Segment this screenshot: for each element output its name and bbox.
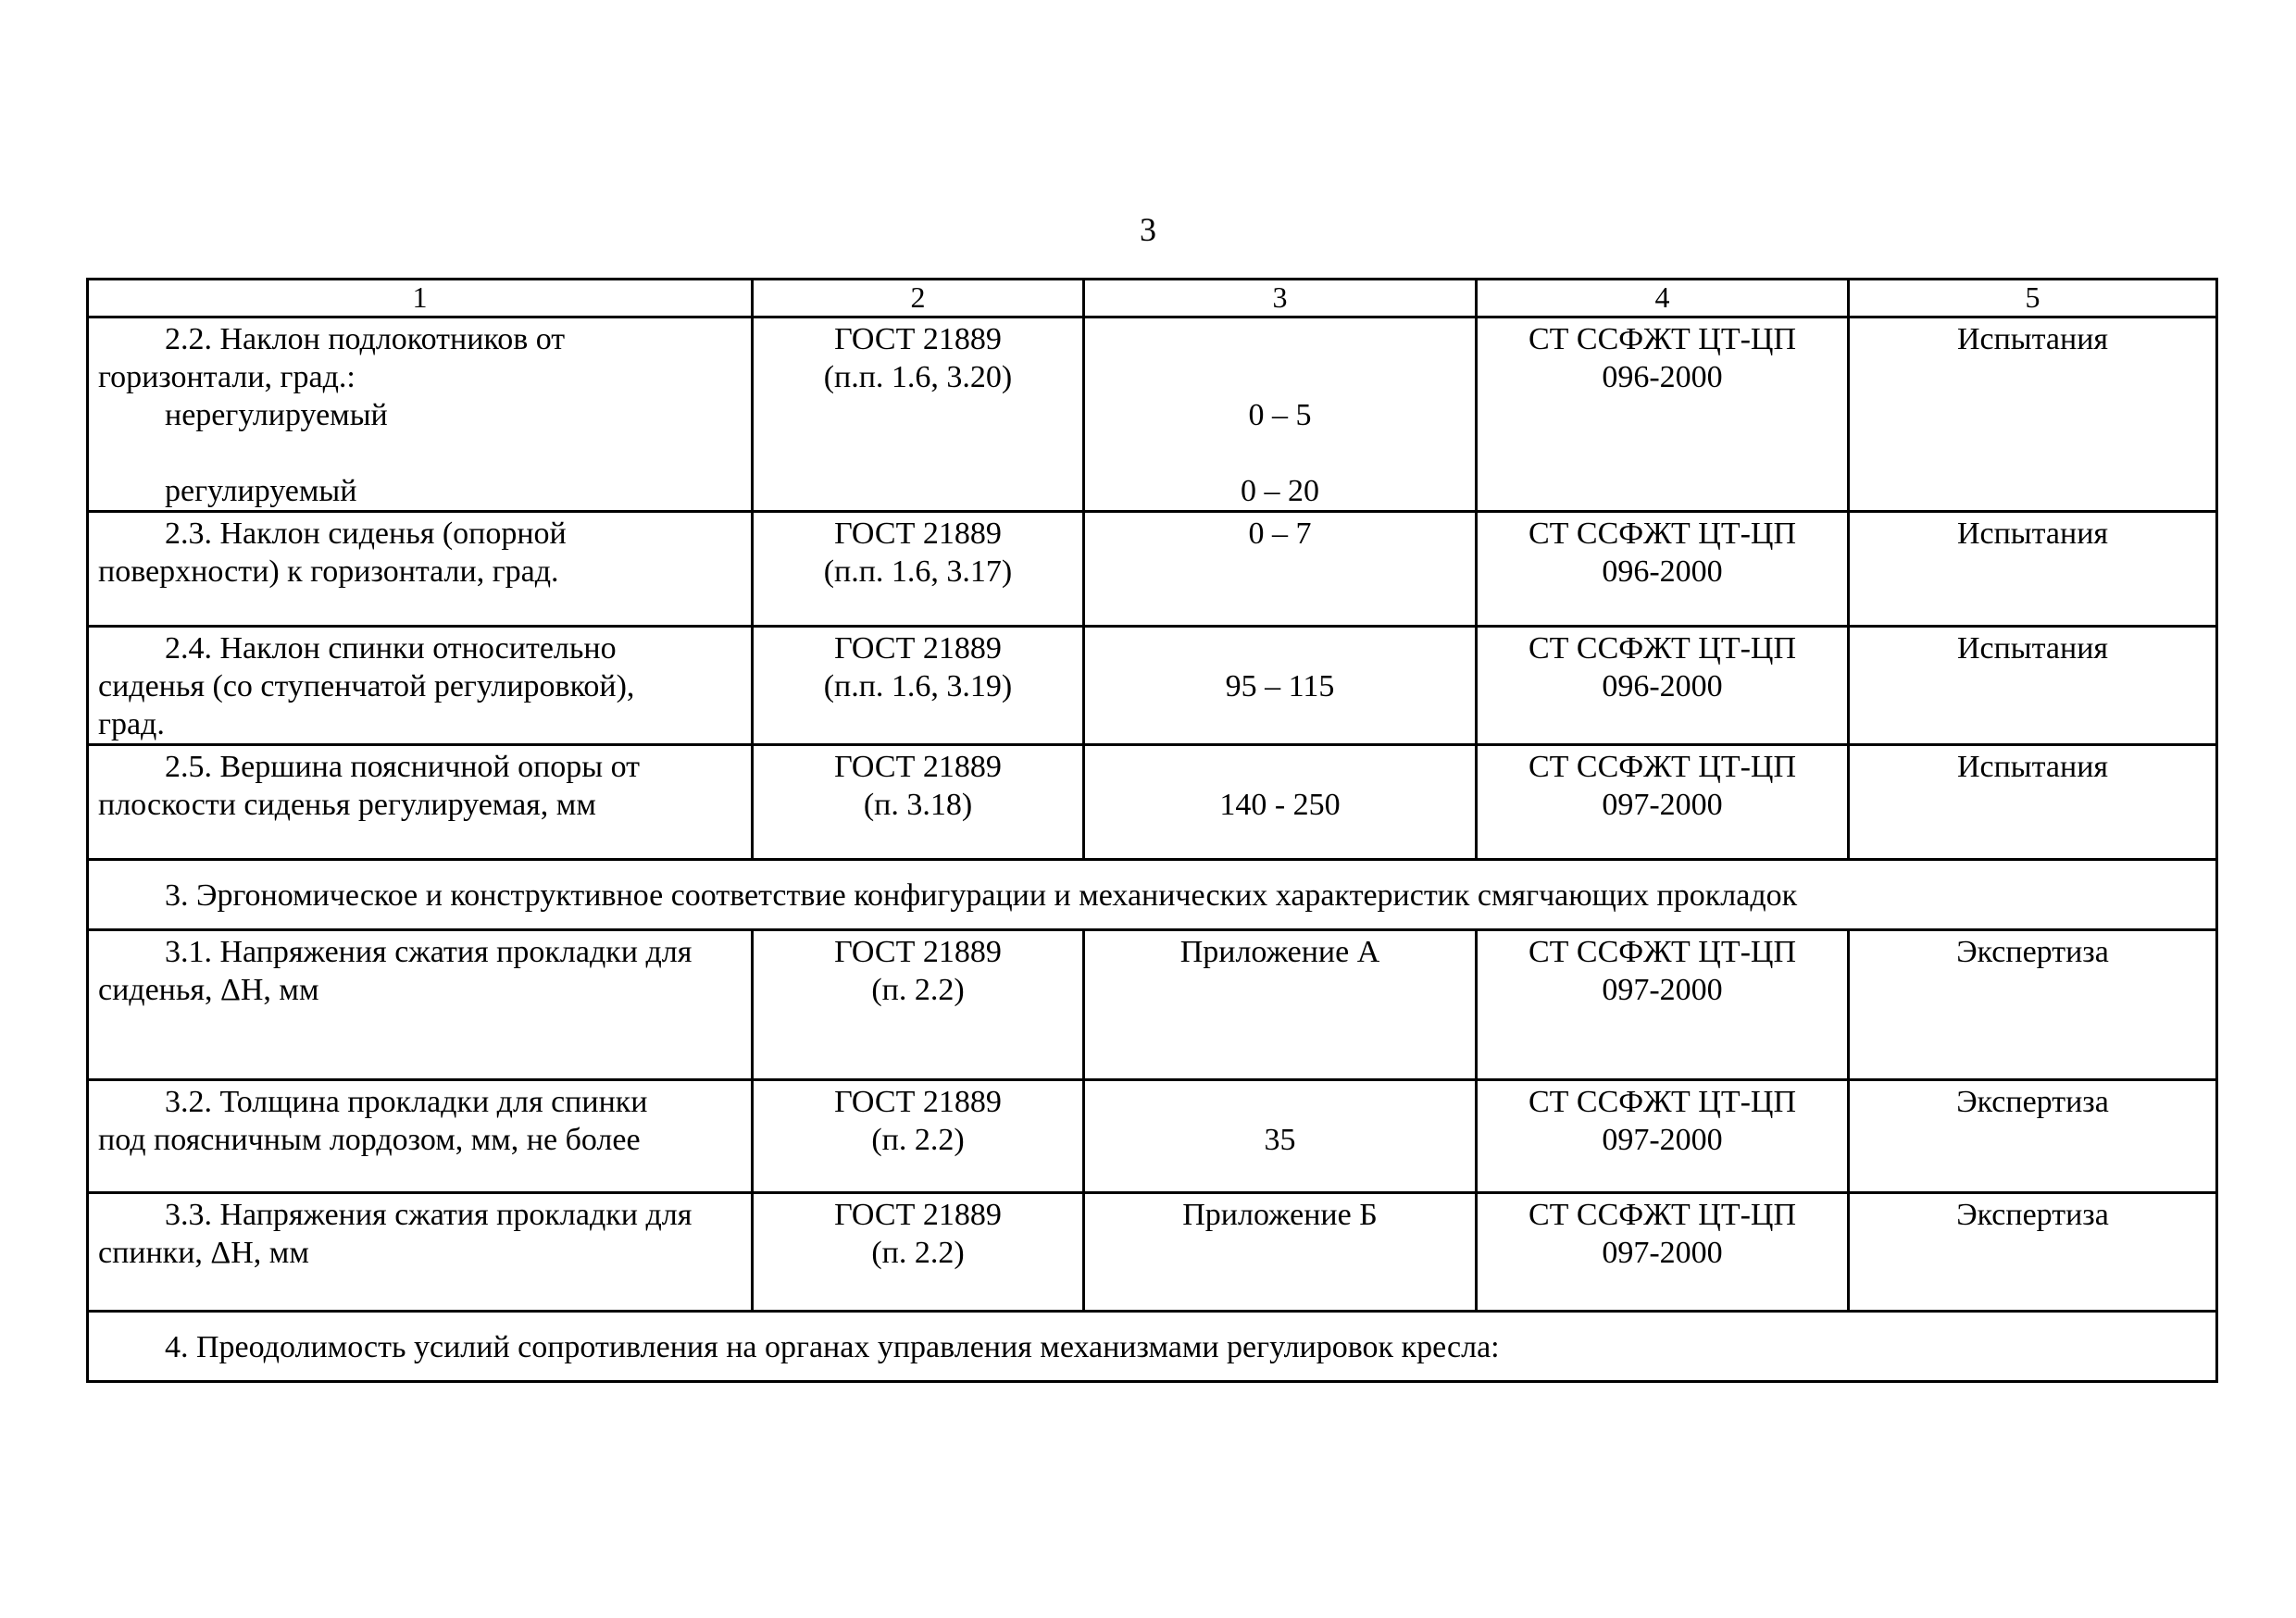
value-cell [1084, 1193, 1477, 1312]
parameter-text: поверхности) к горизонтали, град. [98, 554, 559, 589]
standard-clause: (п.п. 1.6, 3.17) [823, 554, 1013, 589]
standard-name: ГОСТ 21889 [834, 631, 1002, 666]
verification-cell: Экспертиза [1849, 1193, 2217, 1312]
verification-cell: Испытания [1849, 512, 2217, 627]
column-header: 3 [1084, 280, 1477, 317]
table-row [88, 1080, 2217, 1193]
section-title: 3. Эргономическое и конструктивное соответствие конфигурации и механических характеристик смягчающих прокладок [165, 878, 1798, 913]
method-doc-number: 096-2000 [1602, 669, 1723, 703]
value-cell [1084, 1080, 1477, 1193]
standard-name: ГОСТ 21889 [834, 750, 1002, 784]
section-title: 4. Преодолимость усилий сопротивления на органах управления механизмами регулировок кресла: [165, 1330, 1500, 1364]
table-row [88, 745, 2217, 860]
method-doc-name: СТ ССФЖТ ЦТ-ЦП [1528, 1085, 1797, 1119]
standard-name: ГОСТ 21889 [834, 1198, 1002, 1232]
method-doc-cell [1477, 1193, 1849, 1312]
method-doc-name: СТ ССФЖТ ЦТ-ЦП [1528, 935, 1797, 969]
standard-clause: (п. 2.2) [871, 1123, 965, 1157]
verification-cell: Экспертиза [1849, 1080, 2217, 1193]
standard-clause: (п.п. 1.6, 3.19) [823, 669, 1013, 703]
parameter-cell [88, 1080, 753, 1193]
value-cell [1084, 317, 1477, 512]
standard-cell [753, 317, 1084, 512]
value-cell [1084, 745, 1477, 860]
value-cell [1084, 930, 1477, 1080]
verification-cell: Испытания [1849, 317, 2217, 512]
standard-cell [753, 1080, 1084, 1193]
method-doc-cell [1477, 317, 1849, 512]
table-row [88, 930, 2217, 1080]
value-text: 0 – 5 [1248, 398, 1312, 432]
method-doc-number: 097-2000 [1602, 1236, 1723, 1270]
value-cell [1084, 512, 1477, 627]
column-header: 2 [753, 280, 1084, 317]
standard-clause: (п.п. 1.6, 3.20) [823, 360, 1013, 394]
parameter-cell [88, 627, 753, 745]
standard-clause: (п. 2.2) [871, 973, 965, 1007]
parameter-subitem: регулируемый [165, 474, 357, 508]
parameter-text: спинки, ΔН, мм [98, 1236, 309, 1270]
method-doc-cell [1477, 1080, 1849, 1193]
table-row [88, 317, 2217, 512]
method-doc-cell [1477, 745, 1849, 860]
standard-cell [753, 627, 1084, 745]
parameter-title: 3.3. Напряжения сжатия прокладки для [165, 1198, 693, 1232]
standard-clause: (п. 3.18) [863, 788, 973, 822]
parameter-cell [88, 317, 753, 512]
standard-name: ГОСТ 21889 [834, 935, 1002, 969]
method-doc-number: 097-2000 [1602, 1123, 1723, 1157]
value-text: 35 [1264, 1123, 1296, 1157]
method-doc-name: СТ ССФЖТ ЦТ-ЦП [1528, 517, 1797, 551]
column-header: 5 [1849, 280, 2217, 317]
parameter-title: 3.1. Напряжения сжатия прокладки для [165, 935, 693, 969]
value-text: 95 – 115 [1225, 669, 1335, 703]
table-row [88, 1193, 2217, 1312]
parameter-title: 2.3. Наклон сиденья (опорной [165, 517, 567, 551]
requirements-table [86, 278, 2218, 1383]
verification-cell: Испытания [1849, 627, 2217, 745]
parameter-cell [88, 1193, 753, 1312]
value-text: Приложение Б [1182, 1198, 1378, 1232]
standard-name: ГОСТ 21889 [834, 322, 1002, 356]
parameter-text: горизонтали, град.: [98, 360, 356, 394]
page-number: 3 [1140, 211, 1156, 248]
standard-cell [753, 512, 1084, 627]
value-text: 140 - 250 [1219, 788, 1341, 822]
verification-cell: Экспертиза [1849, 930, 2217, 1080]
standard-cell [753, 745, 1084, 860]
method-doc-name: СТ ССФЖТ ЦТ-ЦП [1528, 322, 1797, 356]
section-row [88, 1312, 2217, 1382]
table-row [88, 512, 2217, 627]
column-header: 1 [88, 280, 753, 317]
method-doc-name: СТ ССФЖТ ЦТ-ЦП [1528, 750, 1797, 784]
method-doc-number: 097-2000 [1602, 973, 1723, 1007]
section-cell [88, 860, 2217, 930]
parameter-title: 2.5. Вершина поясничной опоры от [165, 750, 641, 784]
parameter-cell [88, 512, 753, 627]
parameter-title: 3.2. Толщина прокладки для спинки [165, 1085, 648, 1119]
standard-name: ГОСТ 21889 [834, 1085, 1002, 1119]
parameter-cell [88, 930, 753, 1080]
parameter-title: 2.4. Наклон спинки относительно [165, 631, 617, 666]
method-doc-number: 097-2000 [1602, 788, 1723, 822]
standard-clause: (п. 2.2) [871, 1236, 965, 1270]
standard-name: ГОСТ 21889 [834, 517, 1002, 551]
parameter-cell [88, 745, 753, 860]
method-doc-name: СТ ССФЖТ ЦТ-ЦП [1528, 631, 1797, 666]
parameter-text: град. [98, 707, 165, 741]
method-doc-number: 096-2000 [1602, 360, 1723, 394]
parameter-subitem: нерегулируемый [165, 398, 388, 432]
parameter-text: под поясничным лордозом, мм, не более [98, 1123, 641, 1157]
table-header-row [88, 280, 2217, 317]
table-row [88, 627, 2217, 745]
section-row [88, 860, 2217, 930]
method-doc-cell [1477, 930, 1849, 1080]
value-text: 0 – 20 [1241, 474, 1319, 508]
value-text: Приложение А [1179, 935, 1380, 969]
parameter-text: плоскости сиденья регулируемая, мм [98, 788, 596, 822]
section-cell [88, 1312, 2217, 1382]
parameter-text: сиденья (со ступенчатой регулировкой), [98, 669, 635, 703]
method-doc-name: СТ ССФЖТ ЦТ-ЦП [1528, 1198, 1797, 1232]
method-doc-cell [1477, 512, 1849, 627]
method-doc-cell [1477, 627, 1849, 745]
parameter-title: 2.2. Наклон подлокотников от [165, 322, 566, 356]
standard-cell [753, 930, 1084, 1080]
column-header: 4 [1477, 280, 1849, 317]
parameter-text: сиденья, ΔН, мм [98, 973, 319, 1007]
method-doc-number: 096-2000 [1602, 554, 1723, 589]
value-cell [1084, 627, 1477, 745]
standard-cell [753, 1193, 1084, 1312]
verification-cell: Испытания [1849, 745, 2217, 860]
value-text: 0 – 7 [1248, 517, 1312, 551]
